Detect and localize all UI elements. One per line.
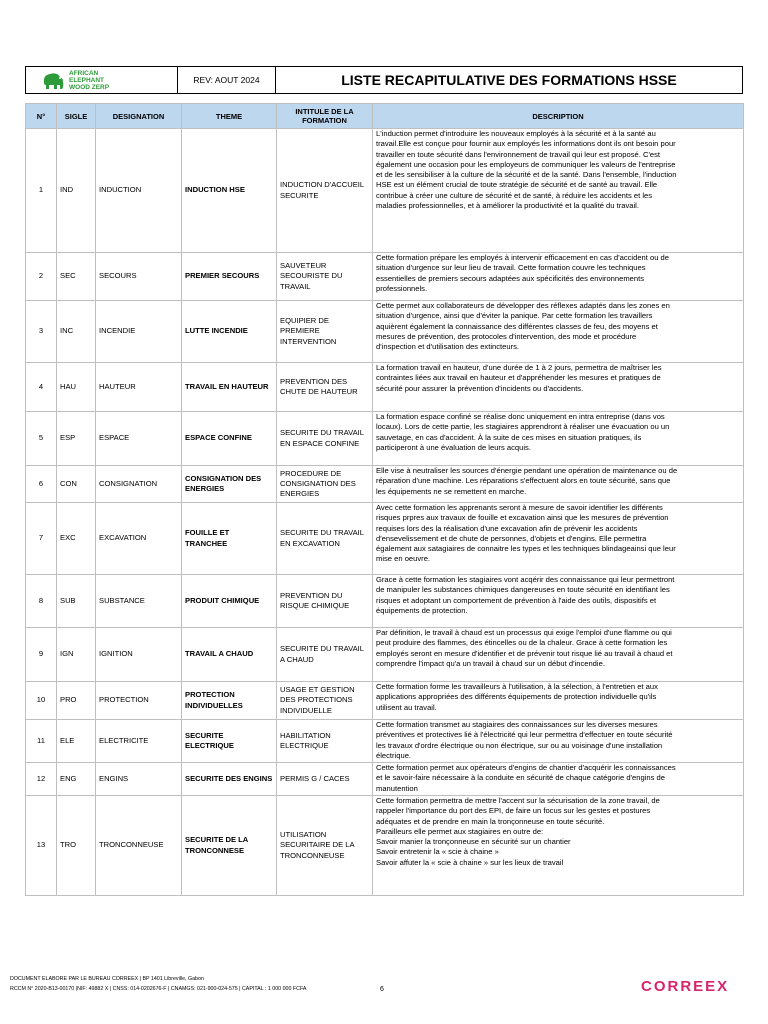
row-sigle: ENG (57, 763, 96, 796)
row-number: 10 (26, 682, 57, 720)
description-line: situation d'urgence sur leur lieu de travail. Cette formation couvre les techniques (376, 263, 646, 273)
row-designation: INDUCTION (96, 129, 182, 253)
page-number: 6 (380, 986, 384, 993)
row-theme: TRAVAIL EN HAUTEUR (182, 363, 277, 412)
description-line: adéquates et de prendre en main la tronçonneuse en toute sécurité. (376, 816, 605, 826)
row-number: 9 (26, 628, 57, 682)
description-line: électrique. (376, 750, 412, 760)
col-header-theme: THEME (182, 104, 277, 129)
row-description (373, 301, 744, 363)
description-line: L'induction permet d'introduire les nouveaux employés à la sécurité et à la santé au (376, 129, 656, 138)
table-row (26, 466, 744, 503)
row-designation: ELECTRICITE (96, 720, 182, 763)
description-line: équipements de protection. (376, 605, 468, 615)
row-intitule: SECURITE DU TRAVAIL EN ESPACE CONFINE (277, 412, 373, 466)
row-number: 1 (26, 129, 57, 253)
description-line: risques et adoptant un comportement de prévention à l'aide des outils, dispositifs et (376, 595, 657, 605)
row-theme: SECURITE ELECTRIQUE (182, 720, 277, 763)
description-line: essentielles de premiers secours adaptées aux spécificités des environnements (376, 273, 645, 283)
description-line: comprendre l'impact qu'a un travail à chaud sur un début d'incendie. (376, 658, 605, 668)
row-sigle: SUB (57, 575, 96, 628)
row-intitule: PROCEDURE DE CONSIGNATION DES ENERGIES (277, 466, 373, 503)
description-line: mesures de prévention, des protocoles d'intervention, des mode et procédure (376, 331, 637, 341)
row-theme: INDUCTION HSE (182, 129, 277, 253)
table-header-row (26, 104, 744, 129)
logo-line-3: WOOD ZERP (69, 83, 110, 91)
row-sigle: IND (57, 129, 96, 253)
description-line: maladies professionnelles, et à améliorer la productivité et la qualité du travail. (376, 201, 639, 211)
col-header-description: DESCRIPTION (373, 104, 744, 129)
row-description (373, 253, 744, 301)
description-line: situation d'urgence, ainsi que d'éviter la panique. Par cette formation les travaillers (376, 311, 653, 321)
description-line: réparation d'une machine. Les réparations s'effectuent alors en toute sécurité, sans que (376, 476, 671, 486)
row-theme: PRODUIT CHIMIQUE (182, 575, 277, 628)
footer-line-1: DOCUMENT ELABORE PAR LE BUREAU CORREEX | BP 1401 Libreville, Gabon (10, 976, 204, 982)
row-sigle: SEC (57, 253, 96, 301)
row-intitule: SAUVETEUR SECOURISTE DU TRAVAIL (277, 253, 373, 301)
formations-table (25, 103, 744, 896)
row-description (373, 682, 744, 720)
description-line: Savoir affuter la « scie à chaine » sur les lieux de travail (376, 857, 564, 867)
row-intitule: SECURITE DU TRAVAIL A CHAUD (277, 628, 373, 682)
description-line: mise en oeuvre. (376, 554, 431, 564)
col-header-sigle: SIGLE (57, 104, 96, 129)
row-theme: SECURITE DE LA TRONCONNESE (182, 796, 277, 896)
table-row (26, 628, 744, 682)
description-line: locaux). Lors de cette partie, les stagiaires apprendront à réaliser une évacuation ou un (376, 422, 670, 432)
description-line: contraintes liées aux travail en hauteur et d'appréhender les mesures et pratiques de (376, 373, 661, 383)
row-intitule: UTILISATION SECURITAIRE DE LA TRONCONNEUSE (277, 796, 373, 896)
row-sigle: INC (57, 301, 96, 363)
row-description (373, 503, 744, 575)
row-theme: PREMIER SECOURS (182, 253, 277, 301)
row-theme: SECURITE DES ENGINS (182, 763, 277, 796)
description-line: manutention (376, 783, 418, 793)
footer-line-2: RCCM N° 2020-B13-00170 |NIF: 49882 X | CNSS: 014-0202676-F | CNAMGS: 021-900-024-575 | CAPITAL : 1 000 000 FCFA (10, 986, 307, 992)
row-theme: CONSIGNATION DES ENERGIES (182, 466, 277, 503)
row-description (373, 575, 744, 628)
description-line: La formation travail en hauteur, d'une durée de 1 à 2 jours, permettra de maîtriser les (376, 363, 662, 372)
row-theme: FOUILLE ET TRANCHEE (182, 503, 277, 575)
row-intitule: INDUCTION D'ACCUEIL SECURITE (277, 129, 373, 253)
row-sigle: CON (57, 466, 96, 503)
description-line: les équipements ne se remettent en marche. (376, 486, 527, 496)
row-description (373, 763, 744, 796)
row-intitule: PERMIS G / CACES (277, 763, 373, 796)
revision-label: REV: AOUT 2024 (178, 67, 276, 93)
table-row (26, 363, 744, 412)
row-sigle: ESP (57, 412, 96, 466)
row-number: 2 (26, 253, 57, 301)
row-description (373, 628, 744, 682)
row-designation: PROTECTION (96, 682, 182, 720)
page-title: LISTE RECAPITULATIVE DES FORMATIONS HSSE (341, 72, 677, 88)
row-designation: INCENDIE (96, 301, 182, 363)
table-row (26, 720, 744, 763)
description-line: professionnels. (376, 283, 428, 293)
row-intitule: SECURITE DU TRAVAIL EN EXCAVATION (277, 503, 373, 575)
row-designation: ENGINS (96, 763, 182, 796)
row-designation: CONSIGNATION (96, 466, 182, 503)
table-row (26, 253, 744, 301)
table-row (26, 575, 744, 628)
description-line: Cette formation prépare les employés à intervenir efficacement en cas d'accident ou de (376, 253, 669, 262)
row-description (373, 363, 744, 412)
row-description (373, 412, 744, 466)
description-line: Savoir entretenir la « scie à chaine » (376, 847, 499, 857)
row-description (373, 796, 744, 896)
description-line: travail.Elle est conçue pour fournir aux employés les informations dont ils ont besoin pour (376, 139, 676, 149)
row-number: 12 (26, 763, 57, 796)
row-theme: PROTECTION INDIVIDUELLES (182, 682, 277, 720)
description-line: rappeler l'importance du port des EPI, de faire un focus sur les gestes et postures (376, 806, 651, 816)
row-designation: TRONCONNEUSE (96, 796, 182, 896)
row-sigle: IGN (57, 628, 96, 682)
table-row (26, 129, 744, 253)
description-line: d'ensevelissement et de chute de personnes, d'objets et d'engins. Elle permettra (376, 533, 647, 543)
table-row (26, 301, 744, 363)
row-number: 3 (26, 301, 57, 363)
description-line: sauvetage, en cas d'accident. À la suite de ces mises en situation pratiques, ils (376, 432, 642, 442)
description-line: aquièrent également la connaissance des différentes classes de feu, des moyens et (376, 321, 658, 331)
row-designation: IGNITION (96, 628, 182, 682)
description-line: employés seront en mesure d'identifier et de prévenir tout risque lié au travail à chaud et (376, 648, 673, 658)
row-intitule: USAGE ET GESTION DES PROTECTIONS INDIVIDUELLE (277, 682, 373, 720)
description-line: Cette formation transmet au stagiaires des connaissances sur les diverses mesures (376, 720, 658, 729)
row-designation: SUBSTANCE (96, 575, 182, 628)
row-description (373, 466, 744, 503)
row-sigle: EXC (57, 503, 96, 575)
description-line: Parailleurs elle permet aux stagiaires en outre de: (376, 826, 544, 836)
row-sigle: HAU (57, 363, 96, 412)
row-designation: ESPACE (96, 412, 182, 466)
description-line: les travaux d'ordre électrique ou non électrique, sur ou au voisinage d'une installation (376, 740, 663, 750)
description-line: HSE est un élément crucial de toute stratégie de sécurité et de santé au travail. Elle (376, 180, 658, 190)
description-line: Cette formation permet aux opérateurs d'engins de chantier d'acquérir les connaissances (376, 763, 676, 772)
description-line: Par définition, le travail à chaud est un processus qui exige l'emploi d'une flamme ou qui (376, 628, 672, 637)
row-number: 4 (26, 363, 57, 412)
elephant-icon (40, 69, 66, 91)
description-line: participeront à une évaluation de leurs acquis. (376, 442, 531, 452)
table-row (26, 763, 744, 796)
description-line: sécurité pour assurer la prévention d'incidents ou d'accidents. (376, 383, 584, 393)
row-intitule: HABILITATION ELECTRIQUE (277, 720, 373, 763)
row-sigle: TRO (57, 796, 96, 896)
row-sigle: ELE (57, 720, 96, 763)
row-designation: SECOURS (96, 253, 182, 301)
row-designation: HAUTEUR (96, 363, 182, 412)
table-row (26, 796, 744, 896)
table-body (26, 129, 744, 896)
description-line: et de les sensibiliser à la culture de la sécurité et de la santé. Dans l'ensemble, l'induction (376, 170, 677, 180)
row-number: 13 (26, 796, 57, 896)
description-line: également aux satagiaires de connaitre les types et les techniques blindageainsi que leur (376, 544, 676, 554)
table-row (26, 682, 744, 720)
description-line: Cette formation forme les travailleurs à l'utilisation, à la sélection, à l'entretien et aux (376, 682, 658, 691)
footer-info (10, 974, 306, 994)
row-designation: EXCAVATION (96, 503, 182, 575)
description-line: requises lors des la réalisation d'une excavation afin de prévenir les accidents (376, 523, 638, 533)
description-line: également une occasion pour les employeurs de communiquer les valeurs de l'entreprise (376, 159, 676, 169)
table-row (26, 412, 744, 466)
row-description (373, 129, 744, 253)
description-line: contribue à créer une culture de sécurité et de santé, à réduire les accidents et les (376, 190, 653, 200)
description-line: La formation espace confiné se réalise donc uniquement en intra entreprise (dans vos (376, 412, 665, 421)
company-logo (26, 67, 178, 93)
brand-logo: CORREEX (641, 978, 730, 995)
row-description (373, 720, 744, 763)
description-line: d'inspection et d'utilisation des extincteurs. (376, 342, 520, 352)
description-line: peut produire des flammes, des étincelles ou de la chaleur. Grace à cette formation les (376, 638, 668, 648)
row-theme: LUTTE INCENDIE (182, 301, 277, 363)
row-theme: TRAVAIL A CHAUD (182, 628, 277, 682)
row-intitule: EQUIPIER DE PREMIERE INTERVENTION (277, 301, 373, 363)
document-header (25, 66, 743, 94)
description-line: et le savoir-faire nécessaire à la conduite en sécurité de chaque catégorie d'engins de (376, 773, 665, 783)
description-line: risques prpres aux travaux de fouille et excavation ainsi que les mesures de prévention (376, 513, 669, 523)
description-line: Avec cette formation les apprenants seront à mesure de savoir identifier les différents (376, 503, 663, 512)
row-number: 6 (26, 466, 57, 503)
row-number: 11 (26, 720, 57, 763)
description-line: Savoir manier la tronçonneuse en sécurité sur un chantier (376, 837, 571, 847)
description-line: préventives et protectives lié à l'électricité qui leur permettra d'effectuer en toute sécurité (376, 730, 673, 740)
logo-line-1: AFRICAN (69, 69, 99, 77)
row-number: 8 (26, 575, 57, 628)
row-number: 5 (26, 412, 57, 466)
table-row (26, 503, 744, 575)
description-line: Elle vise à neutraliser les sources d'énergie pendant une opération de maintenance ou de (376, 466, 678, 475)
row-theme: ESPACE CONFINE (182, 412, 277, 466)
row-intitule: PREVENTION DU RISQUE CHIMIQUE (277, 575, 373, 628)
description-line: Grace à cette formation les stagiaires vont acqérir des connaissance qui leur permettront (376, 575, 675, 584)
col-header-designation: DESIGNATION (96, 104, 182, 129)
logo-line-2: ELEPHANT (69, 76, 105, 84)
description-line: Cette permet aux collaborateurs de développer des réflexes adaptés dans les zones en (376, 301, 670, 310)
row-sigle: PRO (57, 682, 96, 720)
row-number: 7 (26, 503, 57, 575)
description-line: applications appropriées des différents équipements de protection individuelle qu'ils (376, 692, 657, 702)
row-intitule: PREVENTION DES CHUTE DE HAUTEUR (277, 363, 373, 412)
col-header-num: N° (26, 104, 57, 129)
description-line: de manipuler les substances chimiques dangereuses en toute sécurité en identifiant les (376, 585, 670, 595)
description-line: travailler en toute sécurité dans l'environnement de travail qui leur est proposé. C'est (376, 149, 661, 159)
description-line: Cette formation permettra de mettre l'accent sur la sécurisation de la zone travail, de (376, 796, 660, 805)
col-header-intitule: INTITULE DE LA FORMATION (277, 104, 373, 129)
description-line: utilisent au travail. (376, 702, 437, 712)
